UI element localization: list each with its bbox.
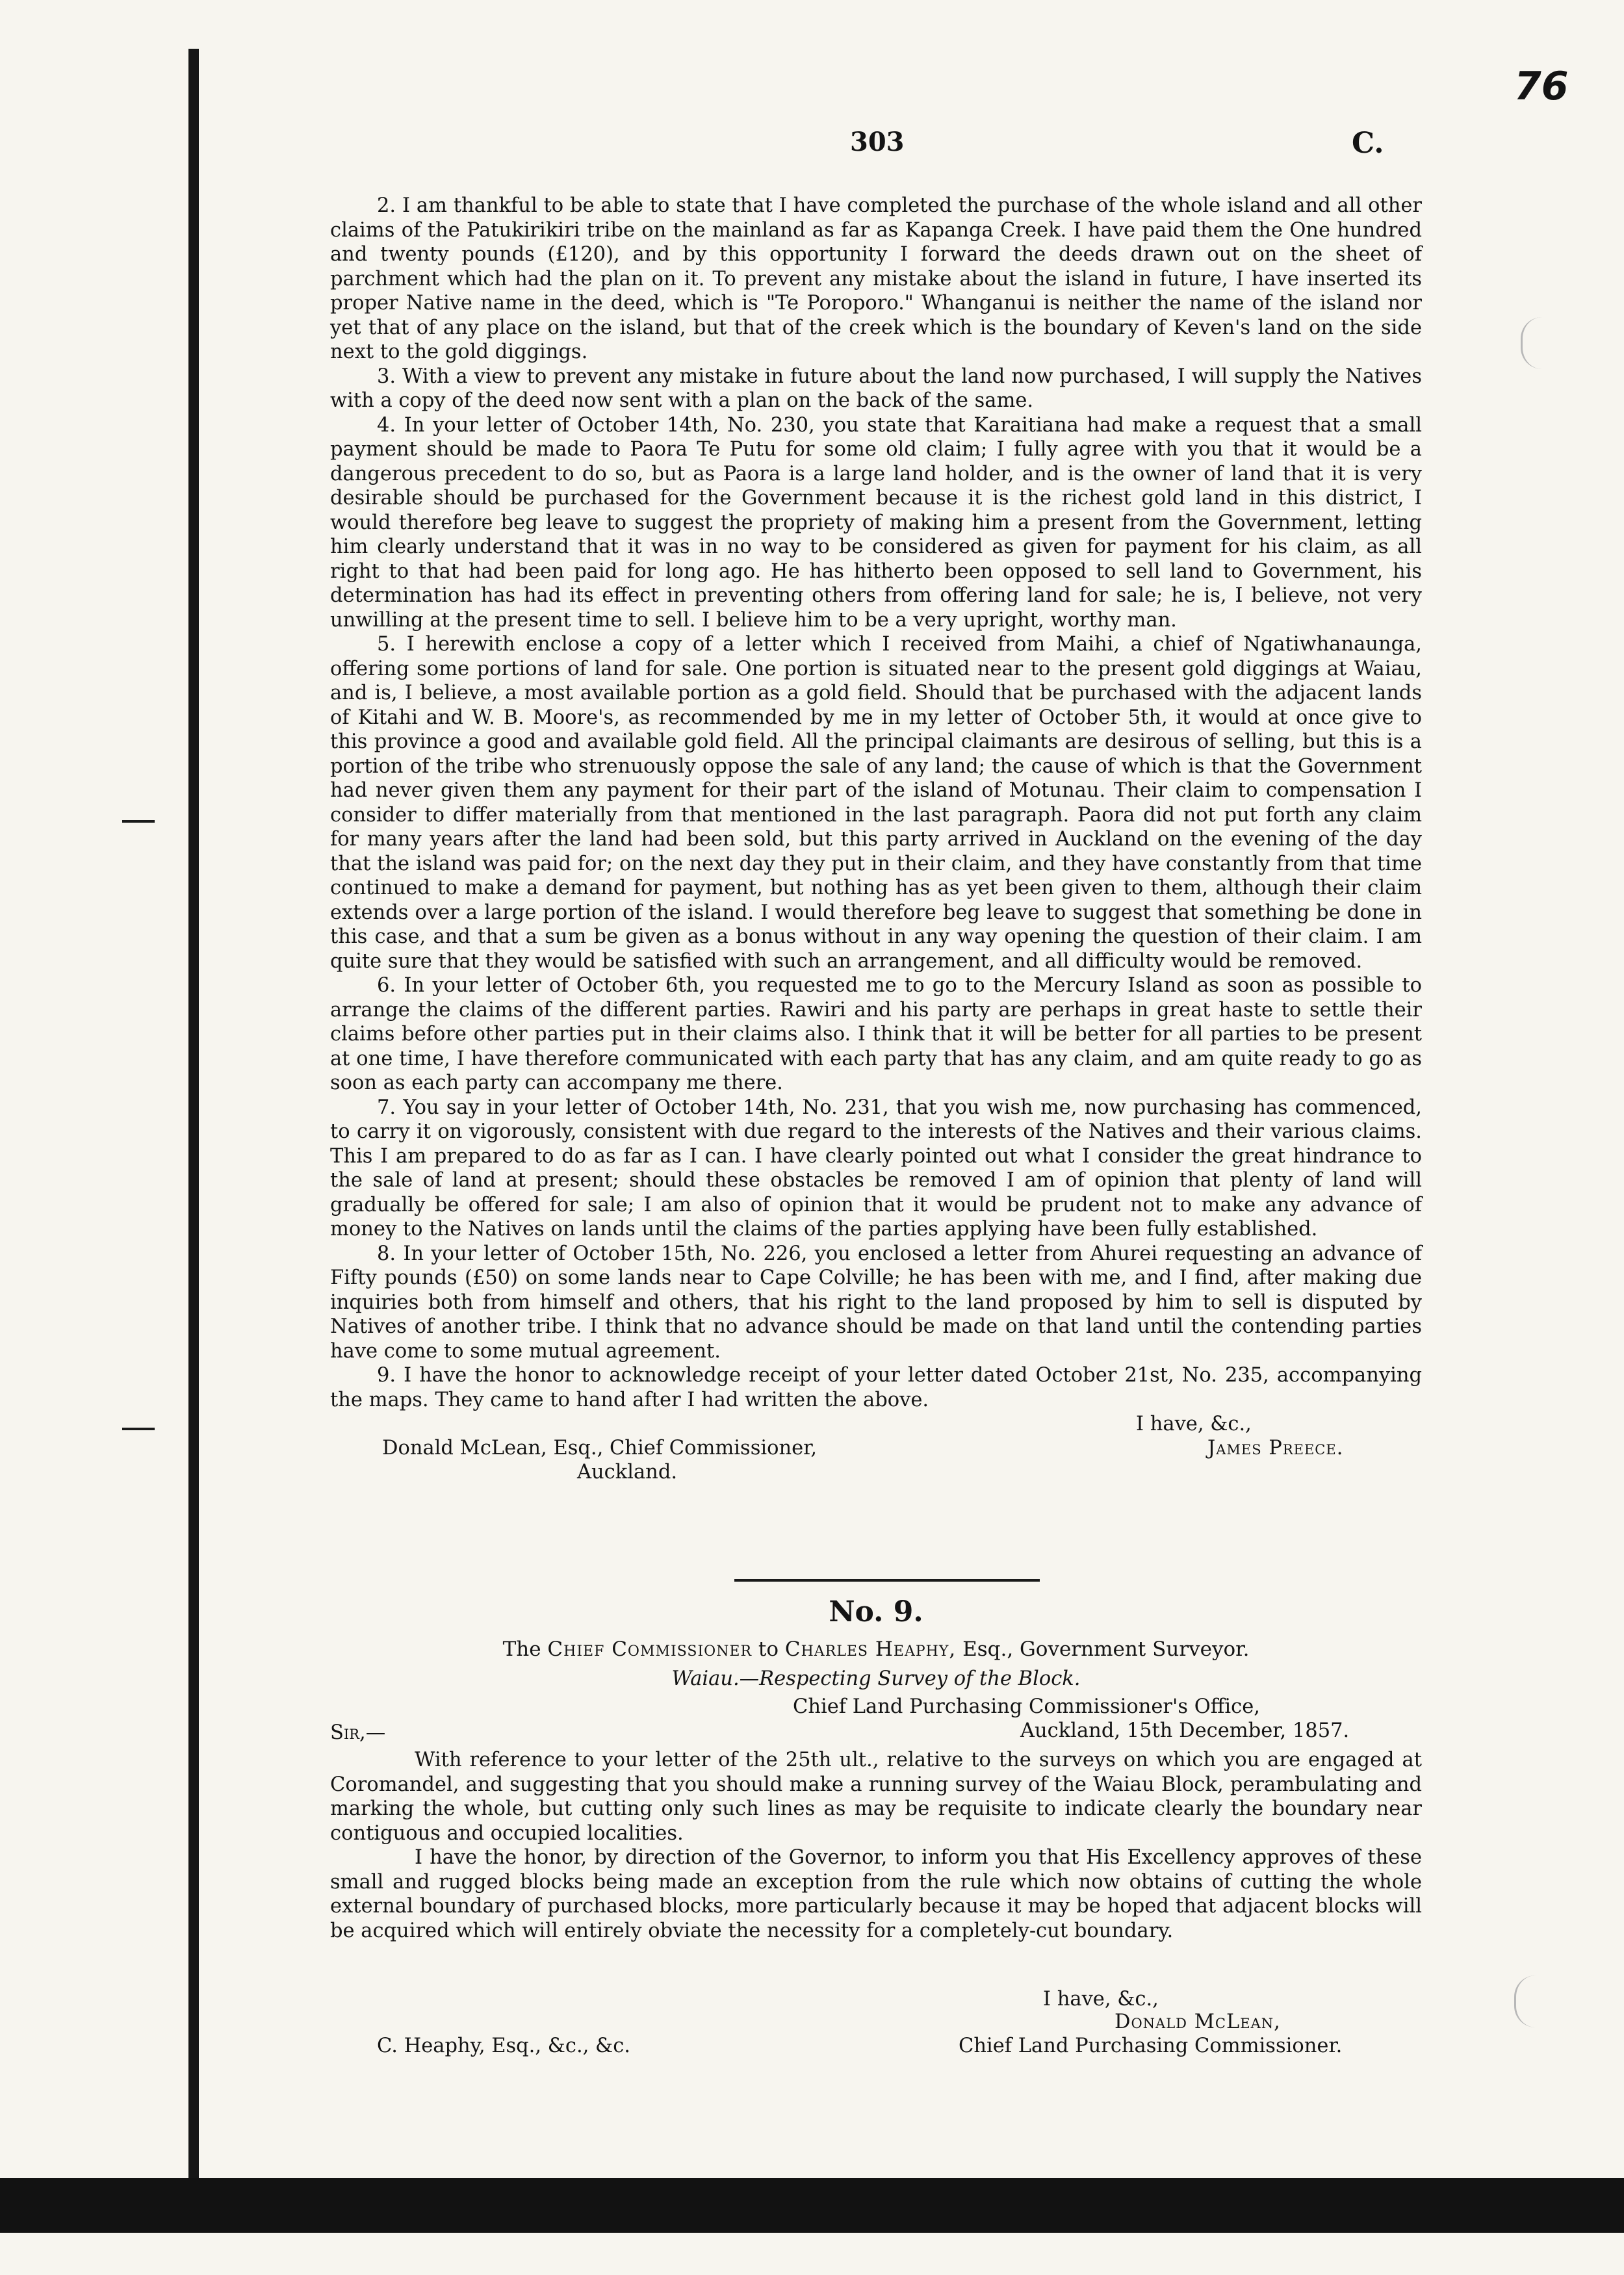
heading-to: Charles Heaphy,: [784, 1638, 957, 1661]
document-number: No. 9.: [829, 1595, 923, 1628]
addressee-city: Auckland.: [577, 1461, 678, 1484]
addressee: Donald McLean, Esq., Chief Commissioner,: [382, 1437, 818, 1459]
binding-edge: [188, 49, 199, 2187]
margin-mark: [122, 1428, 155, 1430]
signer-title: Chief Land Purchasing Commissioner.: [959, 2035, 1343, 2057]
signer: Donald McLean,: [1115, 2011, 1281, 2033]
heading-from: Chief Commissioner: [547, 1638, 753, 1661]
letter-body-second: [330, 1748, 1422, 1943]
margin-mark: [122, 820, 155, 823]
heading-the: The: [502, 1638, 541, 1661]
closing: I have, &c.,: [1043, 1988, 1159, 2011]
page-series: C.: [1352, 127, 1384, 160]
recipient: C. Heaphy, Esq., &c., &c.: [377, 2035, 630, 2057]
paragraph: 2. I am thankful to be able to state that I have completed the purchase of the whole island and all other claims of the Patukirikiri tribe on the mainland as far as Kapanga Creek. I have paid them the One hundred and twenty pounds (£120), and by this opportunity I forward the deeds drawn out on the sheet of parchment which had the plan on it. To prevent any mistake about the island in future, I have inserted its proper Native name in the deed, which is "Te Poroporo." Whanganui is neither the name of the island nor yet that of any place on the island, but that of the creek which is the boundary of Keven's land on the side next to the gold diggings.: [330, 194, 1422, 363]
signer: James Preece.: [1207, 1437, 1344, 1459]
paragraph: 3. With a view to prevent any mistake in future about the land now purchased, I will supply the Natives with a copy of the deed now sent with a plan on the back of the same.: [330, 365, 1422, 412]
paragraph: 7. You say in your letter of October 14th, No. 231, that you wish me, now purchasing has commenced, to carry it on vigorously, consistent with due regard to the interests of the Natives and their various claims. This I am prepared to do as far as I can. I have clearly pointed out what I consider the great hindrance to the sale of land at present; should these obstacles be removed I am of opinion that plenty of land will gradually be offered for sale; I am also of opinion that it would be prudent not to make any advance of money to the Natives on lands until the claims of the parties applying have been fully established.: [330, 1096, 1422, 1240]
paragraph: 9. I have the honor to acknowledge receipt of your letter dated October 21st, No. 235, accompanying the maps. They came to hand after I had written the above.: [330, 1364, 1422, 1411]
heading-rest: Esq., Government Surveyor.: [962, 1638, 1250, 1661]
letter-date: Auckland, 15th December, 1857.: [1020, 1719, 1350, 1742]
letter-body-main: [330, 194, 1422, 1484]
paragraph: 4. In your letter of October 14th, No. 230, you state that Karaitiana had make a request that a small payment should be made to Paora Te Putu for some old claim; I fully agree with you that it would be a dangerous precedent to do so, but as Paora is a large land holder, and is the owner of land that it is very desirable should be purchased for the Government because it is the richest gold land in this district, I would therefore beg leave to suggest the propriety of making him a present from the Government, letting him clearly understand that it was in no way to be considered as given for payment for his claim, as all right to that had been paid for long ago. He has hitherto been opposed to sell land to Government, his determination has had its effect in preventing others from offering land for sale; he is, I believe, not very unwilling at the present time to sell. I believe him to be a very upright, worthy man.: [330, 413, 1422, 632]
salutation: Sir,—: [330, 1721, 386, 1744]
paragraph: 6. In your letter of October 6th, you requested me to go to the Mercury Island as soon as possible to arrange the claims of the different parties. Rawiri and his party are perhaps in great haste to settle their claims before other parties put in their claims also. I think that it will be better for all parties to be present at one time, I have therefore communicated with each party that has any claim, and am quite ready to go as soon as each party can accompany me there.: [330, 974, 1422, 1094]
letter-office: Chief Land Purchasing Commissioner's Office,: [793, 1695, 1260, 1718]
paragraph: With reference to your letter of the 25th ult., relative to the surveys on which you are engaged at Coromandel, and suggesting that you should make a running survey of the Waiau Block, perambulating and marking the whole, but cutting only such lines as may be requisite to indicate clearly the boundary near contiguous and occupied localities.: [330, 1749, 1422, 1845]
document-subject: Waiau.—Respecting Survey of the Block.: [671, 1667, 1081, 1690]
scan-bottom-border: [0, 2178, 1624, 2233]
document-heading: [330, 1638, 1422, 1662]
page-number: 303: [850, 127, 905, 157]
margin-bracket: [1521, 317, 1542, 369]
paragraph: 8. In your letter of October 15th, No. 226, you enclosed a letter from Ahurei requesting an advance of Fifty pounds (£50) on some lands near to Cape Colville; he has been with me, and I find, after making due inquiries both from himself and others, that his right to the land proposed by him to sell is disputed by Natives of another tribe. I think that no advance should be made on that land until the contending parties have come to some mutual agreement.: [330, 1242, 1422, 1363]
paragraph: 5. I herewith enclose a copy of a letter which I received from Maihi, a chief of Ngatiwhanaunga, offering some portions of land for sale. One portion is situated near to the present gold diggings at Waiau, and is, I believe, a most available portion as a gold field. Should that be purchased with the adjacent lands of Kitahi and W. B. Moore's, as recommended by me in my letter of October 5th, it would at once give to this province a good and available gold field. All the principal claimants are desirous of selling, but this is a portion of the tribe who strenuously oppose the sale of any land; the cause of which is that the Government had never given them any payment for their part of the island of Motunau. Their claim to compensation I consider to differ materially from that mentioned in the last paragraph. Paora did not put forth any claim for many years after the land had been sold, but this party arrived in Auckland on the evening of the day that the island was paid for; on the next day they put in their claim, and they have constantly from that time continued to make a demand for payment, but nothing has as yet been given to them, although their claim extends over a large portion of the island. I would therefore beg leave to suggest that something be done in this case, and that a sum be given as a bonus without in any way opening the question of their claim. I am quite sure that they would be satisfied with such an arrangement, and all difficulty would be removed.: [330, 633, 1422, 973]
margin-bracket: [1514, 1975, 1536, 2027]
closing: I have, &c.,: [1136, 1413, 1252, 1435]
signature-block: [330, 1412, 1422, 1484]
heading-to-word: to: [758, 1638, 779, 1661]
paragraph: I have the honor, by direction of the Governor, to inform you that His Excellency approves of these small and rugged blocks being made an exception from the rule which now obtains of cutting the whole external boundary of purchased blocks, more particularly because it may be hoped that adjacent blocks will be acquired which will entirely obviate the necessity for a completely-cut boundary.: [330, 1846, 1422, 1942]
handwritten-page-number: 76: [1514, 64, 1569, 109]
section-divider: [734, 1579, 1040, 1582]
